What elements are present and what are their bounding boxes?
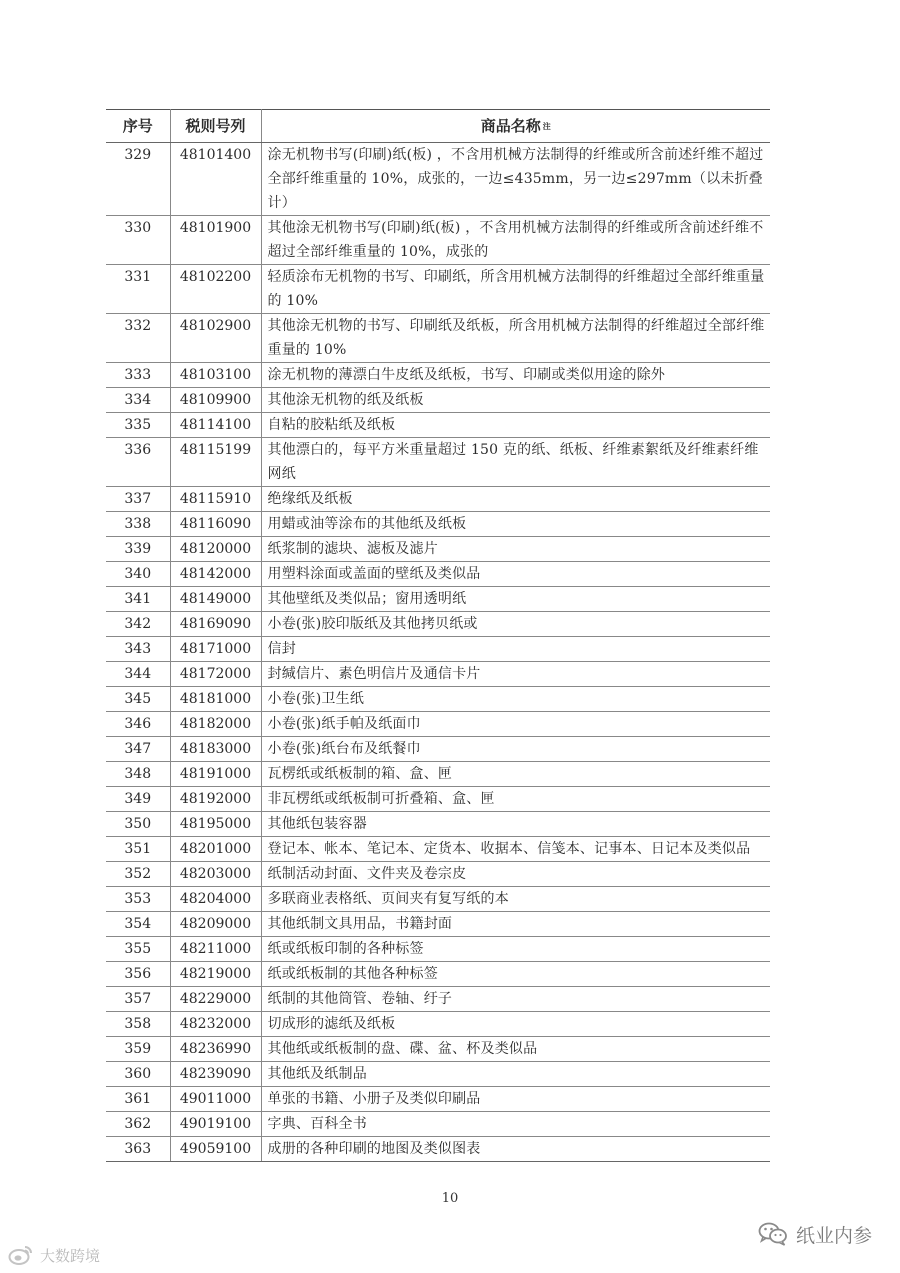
table-row xyxy=(106,413,770,438)
seq-cell: 347 xyxy=(106,737,170,762)
table-row xyxy=(106,314,770,363)
seq-cell: 332 xyxy=(106,314,170,363)
seq-cell: 329 xyxy=(106,143,170,216)
tariff-code-cell: 48120000 xyxy=(170,537,261,562)
table-row xyxy=(106,1137,770,1162)
product-name-cell: 瓦楞纸或纸板制的箱、盒、匣 xyxy=(261,762,770,787)
product-name-cell: 封缄信片、素色明信片及通信卡片 xyxy=(261,662,770,687)
seq-cell: 355 xyxy=(106,937,170,962)
product-name-cell: 轻质涂布无机物的书写、印刷纸，所含用机械方法制得的纤维超过全部纤维重量的 10% xyxy=(261,265,770,314)
product-name-cell: 字典、百科全书 xyxy=(261,1112,770,1137)
product-name-cell: 其他纸或纸板制的盘、碟、盆、杯及类似品 xyxy=(261,1037,770,1062)
product-name-cell: 小卷(张)纸手帕及纸面巾 xyxy=(261,712,770,737)
watermark-left xyxy=(8,1243,100,1267)
product-name-cell: 其他涂无机物的书写、印刷纸及纸板，所含用机械方法制得的纤维超过全部纤维重量的 10% xyxy=(261,314,770,363)
seq-cell: 357 xyxy=(106,987,170,1012)
seq-cell: 363 xyxy=(106,1137,170,1162)
page-number: 10 xyxy=(441,1191,459,1206)
seq-cell: 343 xyxy=(106,637,170,662)
tariff-code-cell: 48232000 xyxy=(170,1012,261,1037)
tariff-code-cell: 49011000 xyxy=(170,1087,261,1112)
table-row xyxy=(106,587,770,612)
table-row xyxy=(106,1012,770,1037)
watermark-right-text: 纸业内参 xyxy=(795,1224,872,1247)
table-row xyxy=(106,887,770,912)
table-row xyxy=(106,787,770,812)
product-name-cell: 用塑料涂面或盖面的壁纸及类似品 xyxy=(261,562,770,587)
table-row xyxy=(106,737,770,762)
product-name-cell: 小卷(张)纸台布及纸餐巾 xyxy=(261,737,770,762)
header-product-name xyxy=(261,110,770,143)
tariff-code-cell: 48181000 xyxy=(170,687,261,712)
tariff-code-cell: 48116090 xyxy=(170,512,261,537)
table-row xyxy=(106,912,770,937)
table-row xyxy=(106,712,770,737)
seq-cell: 361 xyxy=(106,1087,170,1112)
seq-cell: 336 xyxy=(106,438,170,487)
product-name-cell: 自粘的胶粘纸及纸板 xyxy=(261,413,770,438)
watermark-right xyxy=(758,1220,872,1248)
table-row xyxy=(106,512,770,537)
wechat-icon xyxy=(758,1221,788,1247)
tariff-code-cell: 48201000 xyxy=(170,837,261,862)
tariff-code-cell: 48236990 xyxy=(170,1037,261,1062)
product-name-cell: 纸制活动封面、文件夹及卷宗皮 xyxy=(261,862,770,887)
table-row xyxy=(106,612,770,637)
seq-cell: 342 xyxy=(106,612,170,637)
header-note-mark: 注 xyxy=(542,121,551,131)
table-row xyxy=(106,216,770,265)
product-name-cell: 小卷(张)卫生纸 xyxy=(261,687,770,712)
tariff-code-cell: 48204000 xyxy=(170,887,261,912)
tariff-code-cell: 48102200 xyxy=(170,265,261,314)
table-row xyxy=(106,438,770,487)
tariff-code-cell: 48101400 xyxy=(170,143,261,216)
table-row xyxy=(106,388,770,413)
product-name-cell: 其他纸及纸制品 xyxy=(261,1062,770,1087)
seq-cell: 344 xyxy=(106,662,170,687)
product-name-cell: 切成形的滤纸及纸板 xyxy=(261,1012,770,1037)
product-name-cell: 纸或纸板印制的各种标签 xyxy=(261,937,770,962)
seq-cell: 360 xyxy=(106,1062,170,1087)
table-row xyxy=(106,363,770,388)
weibo-icon xyxy=(8,1244,34,1266)
seq-cell: 331 xyxy=(106,265,170,314)
product-name-cell: 成册的各种印刷的地图及类似图表 xyxy=(261,1137,770,1162)
product-name-cell: 涂无机物的薄漂白牛皮纸及纸板，书写、印刷或类似用途的除外 xyxy=(261,363,770,388)
tariff-code-cell: 48229000 xyxy=(170,987,261,1012)
header-product-name-label: 商品名称 xyxy=(480,117,541,135)
table-row xyxy=(106,637,770,662)
product-name-cell: 其他纸制文具用品，书籍封面 xyxy=(261,912,770,937)
table-row xyxy=(106,487,770,512)
product-name-cell: 纸浆制的滤块、滤板及滤片 xyxy=(261,537,770,562)
seq-cell: 353 xyxy=(106,887,170,912)
product-name-cell: 非瓦楞纸或纸板制可折叠箱、盒、匣 xyxy=(261,787,770,812)
seq-cell: 359 xyxy=(106,1037,170,1062)
table-row xyxy=(106,537,770,562)
table-row xyxy=(106,143,770,216)
product-name-cell: 登记本、帐本、笔记本、定货本、收据本、信笺本、记事本、日记本及类似品 xyxy=(261,837,770,862)
table-row xyxy=(106,265,770,314)
seq-cell: 340 xyxy=(106,562,170,587)
seq-cell: 351 xyxy=(106,837,170,862)
table-row xyxy=(106,562,770,587)
table-row xyxy=(106,962,770,987)
tariff-code-cell: 48103100 xyxy=(170,363,261,388)
seq-cell: 335 xyxy=(106,413,170,438)
seq-cell: 346 xyxy=(106,712,170,737)
seq-cell: 352 xyxy=(106,862,170,887)
seq-cell: 333 xyxy=(106,363,170,388)
tariff-code-cell: 48142000 xyxy=(170,562,261,587)
tariff-code-cell: 48183000 xyxy=(170,737,261,762)
seq-cell: 356 xyxy=(106,962,170,987)
seq-cell: 354 xyxy=(106,912,170,937)
table-row xyxy=(106,1062,770,1087)
table-row xyxy=(106,687,770,712)
product-name-cell: 小卷(张)胶印版纸及其他拷贝纸或 xyxy=(261,612,770,637)
product-name-cell: 其他壁纸及类似品；窗用透明纸 xyxy=(261,587,770,612)
tariff-code-cell: 48171000 xyxy=(170,637,261,662)
seq-cell: 348 xyxy=(106,762,170,787)
tariff-code-cell: 49059100 xyxy=(170,1137,261,1162)
table-row xyxy=(106,862,770,887)
seq-cell: 330 xyxy=(106,216,170,265)
header-tariff-code: 税则号列 xyxy=(170,110,261,143)
product-name-cell: 纸或纸板制的其他各种标签 xyxy=(261,962,770,987)
table-row xyxy=(106,662,770,687)
seq-cell: 362 xyxy=(106,1112,170,1137)
seq-cell: 350 xyxy=(106,812,170,837)
tariff-code-cell: 48114100 xyxy=(170,413,261,438)
table-header-row xyxy=(106,110,770,143)
seq-cell: 338 xyxy=(106,512,170,537)
tariff-code-cell: 48191000 xyxy=(170,762,261,787)
tariff-code-cell: 48109900 xyxy=(170,388,261,413)
product-name-cell: 涂无机物书写(印刷)纸(板) ，不含用机械方法制得的纤维或所含前述纤维不超过全部纤维重量的 10%，成张的，一边≤435mm，另一边≤297mm（以未折叠计） xyxy=(261,143,770,216)
product-name-cell: 其他纸包装容器 xyxy=(261,812,770,837)
product-name-cell: 用蜡或油等涂布的其他纸及纸板 xyxy=(261,512,770,537)
table-row xyxy=(106,937,770,962)
tariff-table xyxy=(106,109,770,1162)
tariff-code-cell: 48219000 xyxy=(170,962,261,987)
table-row xyxy=(106,1112,770,1137)
product-name-cell: 纸制的其他筒管、卷轴、纡子 xyxy=(261,987,770,1012)
tariff-code-cell: 48115910 xyxy=(170,487,261,512)
tariff-code-cell: 48101900 xyxy=(170,216,261,265)
tariff-code-cell: 48115199 xyxy=(170,438,261,487)
product-name-cell: 其他漂白的，每平方米重量超过 150 克的纸、纸板、纤维素絮纸及纤维素纤维网纸 xyxy=(261,438,770,487)
table-row xyxy=(106,987,770,1012)
tariff-code-cell: 48192000 xyxy=(170,787,261,812)
table-body xyxy=(106,143,770,1162)
header-seq: 序号 xyxy=(106,110,170,143)
product-name-cell: 其他涂无机物的纸及纸板 xyxy=(261,388,770,413)
seq-cell: 339 xyxy=(106,537,170,562)
seq-cell: 345 xyxy=(106,687,170,712)
tariff-code-cell: 48239090 xyxy=(170,1062,261,1087)
tariff-code-cell: 48195000 xyxy=(170,812,261,837)
tariff-code-cell: 48209000 xyxy=(170,912,261,937)
watermark-left-text: 大数跨境 xyxy=(40,1246,101,1265)
tariff-code-cell: 48102900 xyxy=(170,314,261,363)
tariff-code-cell: 48149000 xyxy=(170,587,261,612)
product-name-cell: 单张的书籍、小册子及类似印刷品 xyxy=(261,1087,770,1112)
seq-cell: 337 xyxy=(106,487,170,512)
seq-cell: 358 xyxy=(106,1012,170,1037)
tariff-code-cell: 48182000 xyxy=(170,712,261,737)
tariff-code-cell: 49019100 xyxy=(170,1112,261,1137)
seq-cell: 349 xyxy=(106,787,170,812)
tariff-code-cell: 48172000 xyxy=(170,662,261,687)
product-name-cell: 绝缘纸及纸板 xyxy=(261,487,770,512)
seq-cell: 334 xyxy=(106,388,170,413)
table-row xyxy=(106,837,770,862)
product-name-cell: 信封 xyxy=(261,637,770,662)
tariff-code-cell: 48203000 xyxy=(170,862,261,887)
product-name-cell: 其他涂无机物书写(印刷)纸(板) ，不含用机械方法制得的纤维或所含前述纤维不超过全部纤维重量的 10%，成张的 xyxy=(261,216,770,265)
table-row xyxy=(106,1087,770,1112)
seq-cell: 341 xyxy=(106,587,170,612)
tariff-code-cell: 48169090 xyxy=(170,612,261,637)
table-row xyxy=(106,762,770,787)
table-row xyxy=(106,812,770,837)
tariff-code-cell: 48211000 xyxy=(170,937,261,962)
table-row xyxy=(106,1037,770,1062)
product-name-cell: 多联商业表格纸、页间夹有复写纸的本 xyxy=(261,887,770,912)
